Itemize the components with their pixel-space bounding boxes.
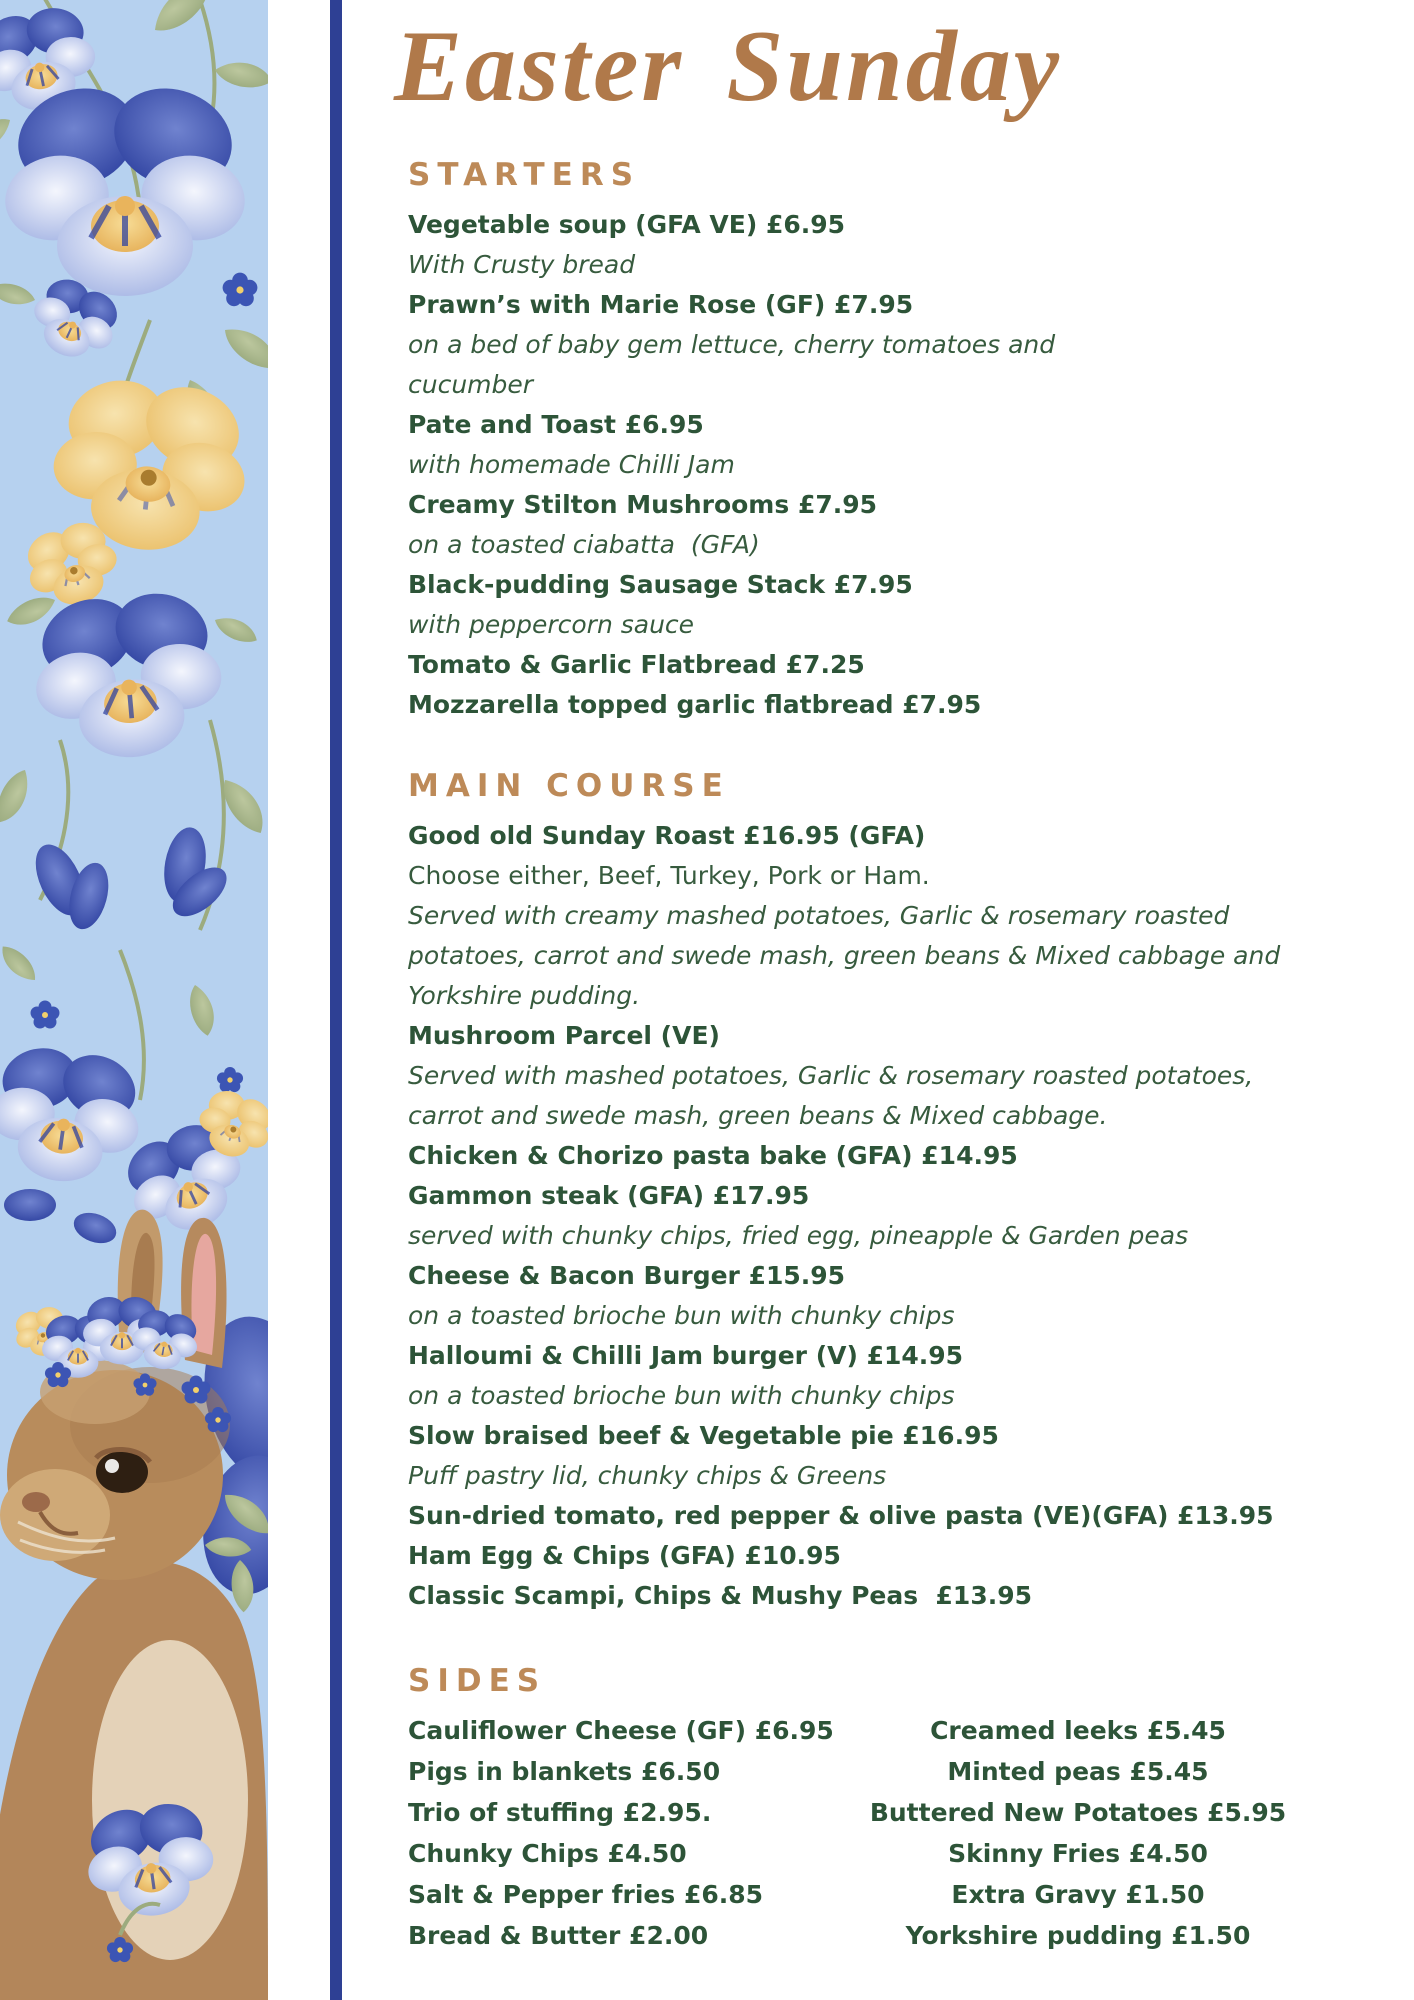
menu-item-description: Puff pastry lid, chunky chips & Greens [408,1460,887,1490]
menu-item [408,1576,1384,1616]
menu-item-description: with peppercorn sauce [408,609,695,639]
floral-sidebar-art [0,0,268,2000]
vertical-divider [330,0,342,2000]
menu-item [408,1256,1384,1336]
section-sides [408,1662,1384,1957]
side-item: Salt & Pepper fries £6.85 [408,1880,764,1910]
menu-item [408,565,1384,645]
side-item: Chunky Chips £4.50 [408,1839,687,1869]
side-item: Buttered New Potatoes £5.95 [869,1798,1287,1828]
menu-item [408,816,1384,1016]
menu-item-name: Good old Sunday Roast £16.95 (GFA) [408,820,926,850]
menu-item-name: Prawn’s with Marie Rose (GF) £7.95 [408,289,914,319]
menu-item-name: Slow braised beef & Vegetable pie £16.95 [408,1420,999,1450]
menu-item [408,1176,1384,1256]
side-item: Skinny Fries £4.50 [948,1839,1208,1869]
menu-item-description: on a toasted brioche bun with chunky chips [408,1300,955,1330]
menu-item-name: Black-pudding Sausage Stack £7.95 [408,569,913,599]
menu-sections [408,156,1384,1956]
menu-item-name: Chicken & Chorizo pasta bake (GFA) £14.95 [408,1140,1018,1170]
menu-item [408,1496,1384,1536]
menu-item [408,1536,1384,1576]
menu-item-description: potatoes, carrot and swede mash, green beans & Mixed cabbage and [408,940,1281,970]
menu-item-description: on a bed of baby gem lettuce, cherry tomatoes and [408,329,1056,359]
menu-item [408,205,1384,285]
side-item: Pigs in blankets £6.50 [408,1757,721,1787]
section-heading-sides: SIDES [408,1662,547,1699]
menu-item-description: With Crusty bread [408,249,636,279]
menu-item-description: carrot and swede mash, green beans & Mixed cabbage. [408,1100,1108,1130]
menu-content [394,0,1384,1956]
menu-item [408,1336,1384,1416]
menu-item-name: Mushroom Parcel (VE) [408,1020,720,1050]
menu-item-name: Mozzarella topped garlic flatbread £7.95 [408,689,982,719]
menu-item-name: Vegetable soup (GFA VE) £6.95 [408,209,846,239]
section-heading-starters: STARTERS [408,157,641,194]
menu-item [408,485,1384,565]
section-main-course [408,767,1384,1616]
side-item: Cauliflower Cheese (GF) £6.95 [408,1716,834,1746]
menu-item-description: Served with mashed potatoes, Garlic & rosemary roasted potatoes, [408,1060,1254,1090]
menu-item-description: served with chunky chips, fried egg, pineapple & Garden peas [408,1220,1189,1250]
sides-columns [408,1710,1384,1956]
menu-item-name: Cheese & Bacon Burger £15.95 [408,1260,846,1290]
menu-item-name: Gammon steak (GFA) £17.95 [408,1180,810,1210]
side-item: Creamed leeks £5.45 [930,1716,1226,1746]
menu-item-description: on a toasted ciabatta (GFA) [408,529,760,559]
menu-item-name: Pate and Toast £6.95 [408,409,704,439]
menu-item [408,1016,1384,1136]
menu-item [408,1136,1384,1176]
menu-item [408,645,1384,685]
side-item: Extra Gravy £1.50 [951,1880,1205,1910]
side-item: Yorkshire pudding £1.50 [905,1921,1251,1951]
menu-item-description: Served with creamy mashed potatoes, Garlic & rosemary roasted [408,900,1230,930]
menu-item [408,1416,1384,1496]
menu-item-name: Ham Egg & Chips (GFA) £10.95 [408,1540,841,1570]
sides-column-left [408,1710,863,1956]
section-starters [408,156,1384,725]
menu-item-name: Halloumi & Chilli Jam burger (V) £14.95 [408,1340,964,1370]
menu-item-description: on a toasted brioche bun with chunky chips [408,1380,955,1410]
menu-item-name: Classic Scampi, Chips & Mushy Peas £13.95 [408,1580,1033,1610]
sides-column-right [863,1710,1293,1956]
menu-item-note: Choose either, Beef, Turkey, Pork or Ham. [408,860,930,890]
side-item: Minted peas £5.45 [947,1757,1209,1787]
floral-sidebar [0,0,268,2000]
page-title: Easter Sunday [394,10,1062,123]
menu-item-description: cucumber [408,369,534,399]
menu-item [408,285,1384,405]
menu-item-name: Tomato & Garlic Flatbread £7.25 [408,649,865,679]
side-item: Trio of stuffing £2.95. [408,1798,712,1828]
menu-item-description: with homemade Chilli Jam [408,449,735,479]
side-item: Bread & Butter £2.00 [408,1921,709,1951]
section-heading-main-course: MAIN COURSE [408,767,730,804]
menu-item-name: Creamy Stilton Mushrooms £7.95 [408,489,878,519]
menu-item-name: Sun-dried tomato, red pepper & olive pasta (VE)(GFA) £13.95 [408,1500,1274,1530]
menu-item [408,405,1384,485]
menu-item-description: Yorkshire pudding. [408,980,641,1010]
menu-item [408,685,1384,725]
